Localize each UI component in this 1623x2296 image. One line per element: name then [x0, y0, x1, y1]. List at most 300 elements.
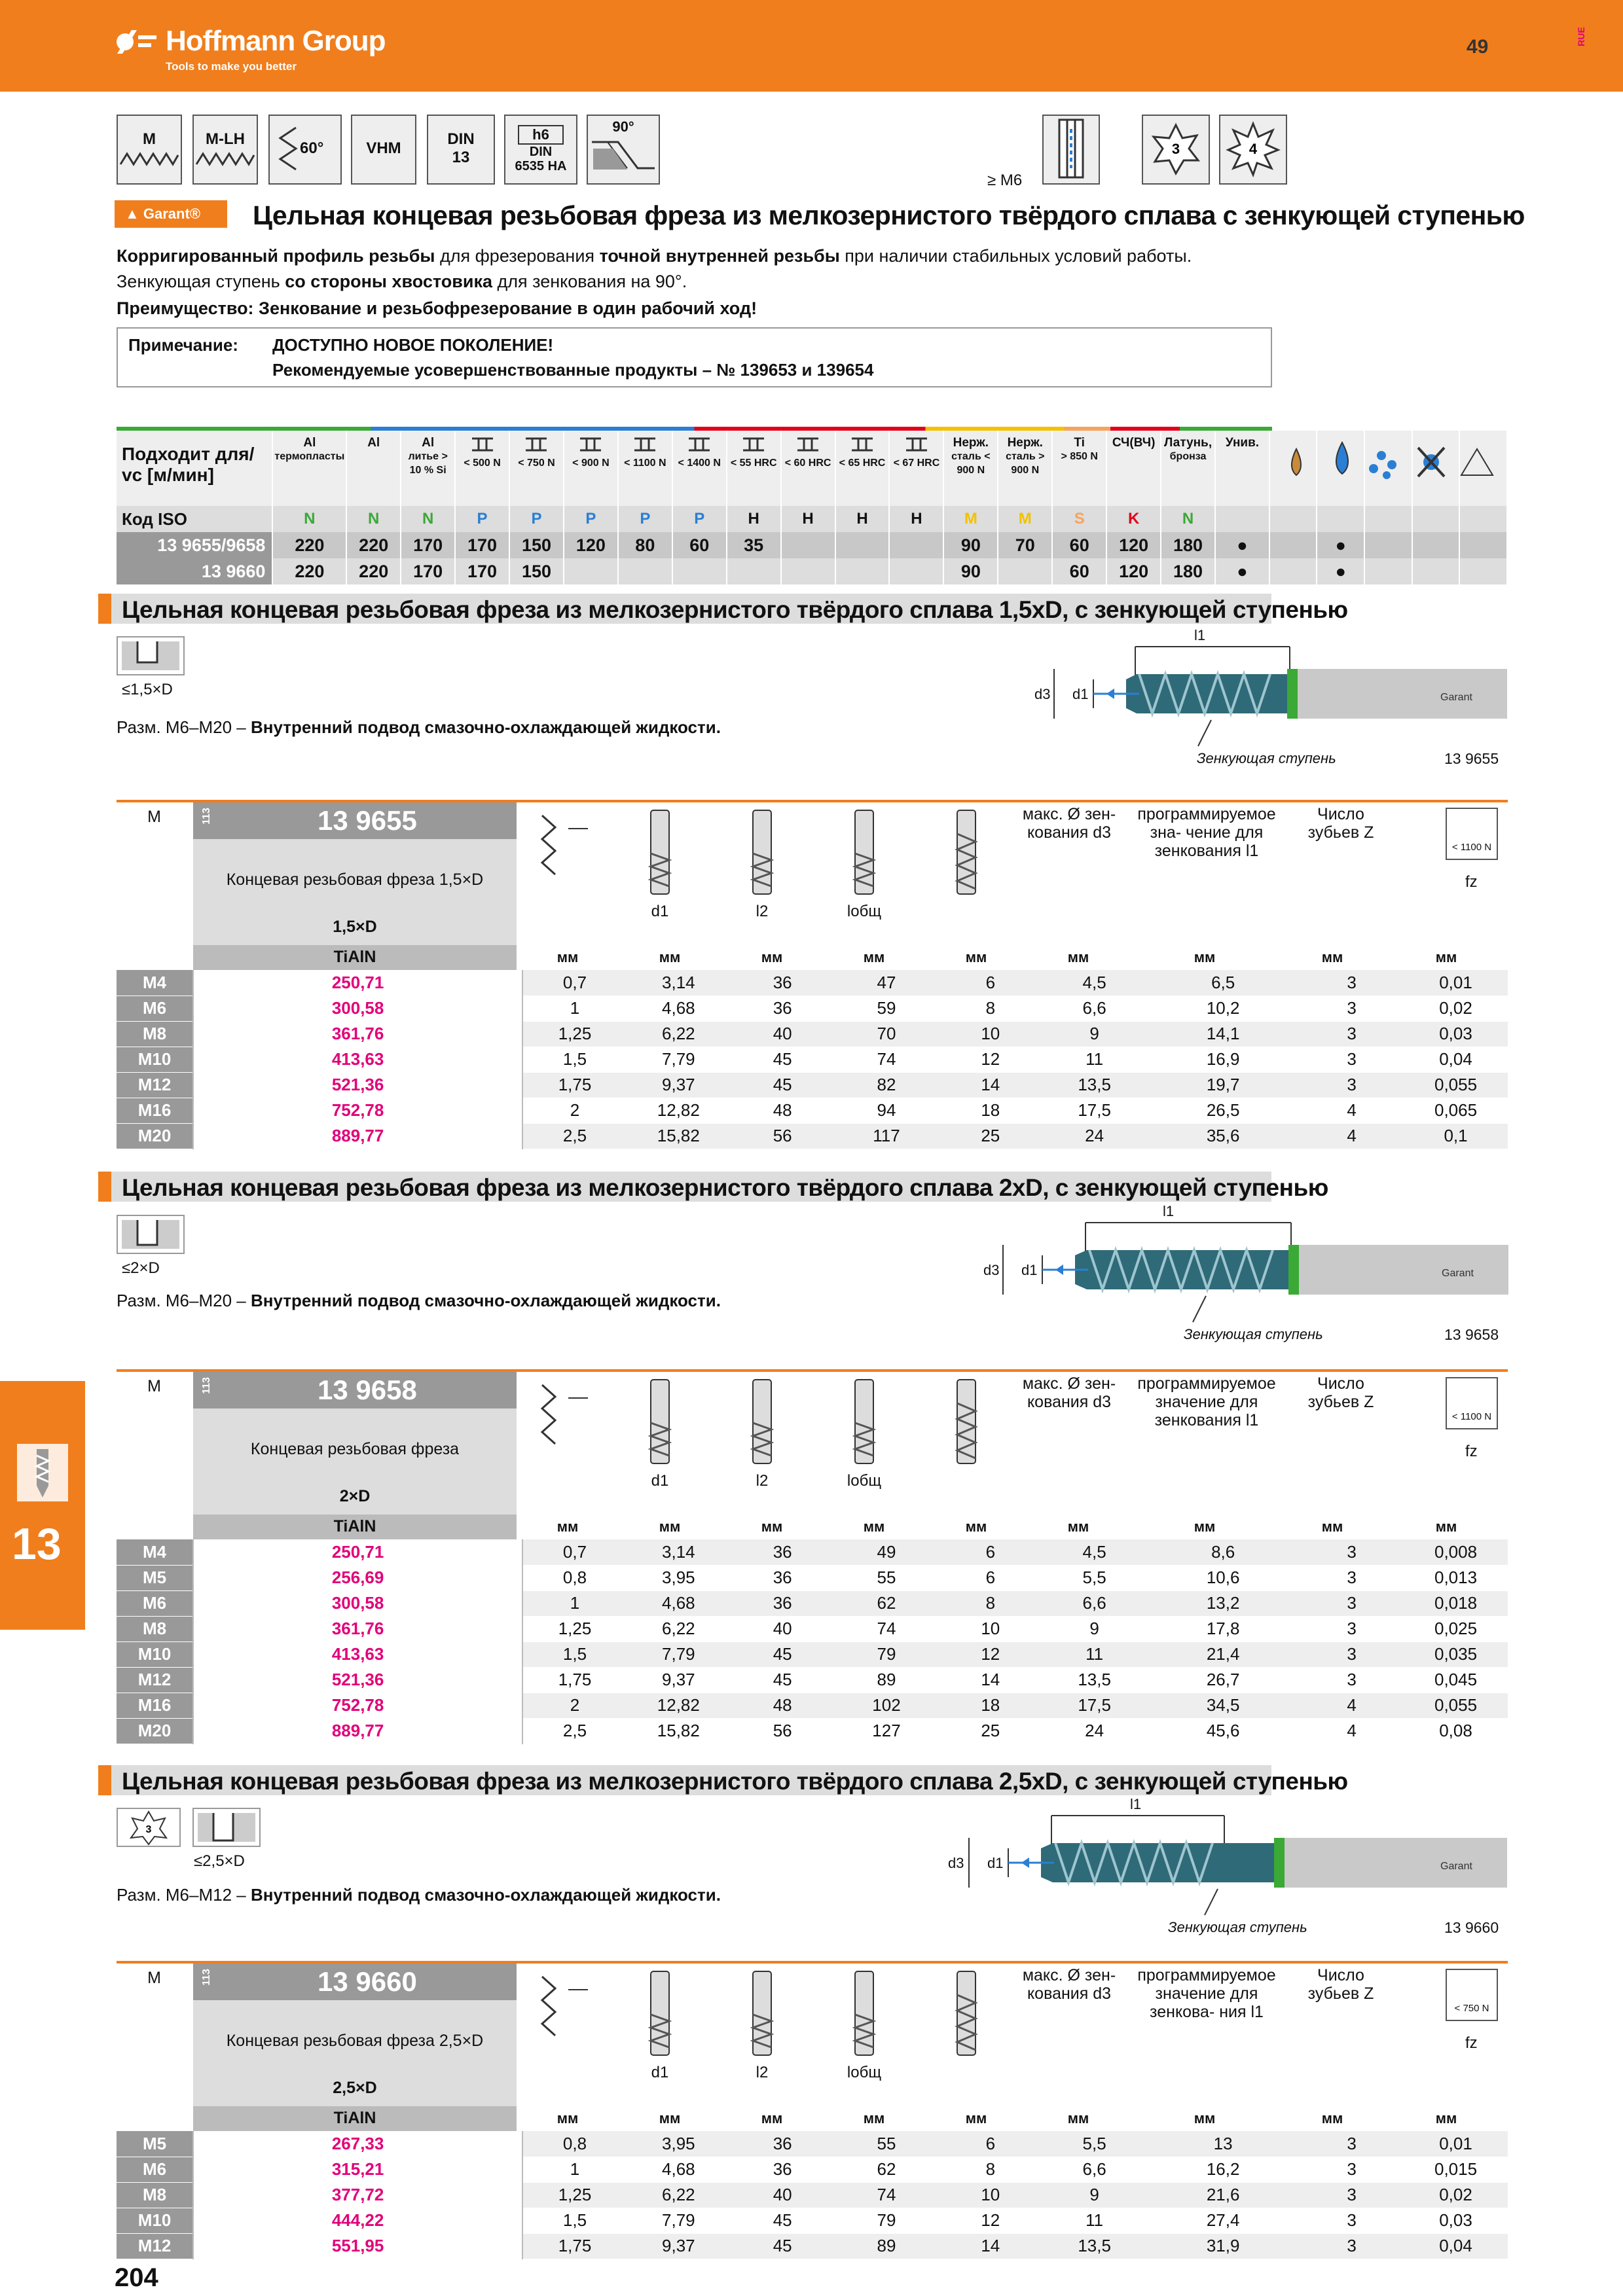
unit-label: мм — [1321, 2110, 1343, 2126]
thread-size: M6 — [117, 996, 193, 1021]
svg-text:3: 3 — [145, 1824, 152, 1835]
product-row[interactable] — [117, 2208, 1508, 2233]
spec-value: 4,68 — [627, 2157, 731, 2182]
spec-value: 4,68 — [627, 1590, 731, 1616]
spec-value: 4,5 — [1042, 1539, 1146, 1565]
thread-size: M8 — [117, 2182, 193, 2208]
material-column-header: Al литье > 10 % Si — [401, 431, 455, 506]
cutting-speed-cell: 180 — [1161, 558, 1215, 584]
product-row[interactable] — [117, 2233, 1508, 2259]
spec-value: 3 — [1300, 1021, 1404, 1047]
cutting-speed-cell — [889, 532, 943, 558]
page-number: 204 — [115, 2263, 158, 2292]
spec-value: 0,013 — [1404, 1565, 1508, 1590]
left-hand-thread-icon: M-LH — [192, 115, 258, 185]
spec-value: 6,5 — [1146, 970, 1300, 996]
spec-value: 0,04 — [1404, 2233, 1508, 2259]
price[interactable]: 361,76 — [193, 1616, 522, 1641]
chamfer-90-icon: 90° — [587, 115, 660, 185]
internal-coolant-icon — [1042, 115, 1100, 185]
product-row[interactable] — [117, 1539, 1508, 1565]
cutting-speed-cell: 170 — [401, 558, 455, 584]
spec-value: 3 — [1300, 1072, 1404, 1098]
unit-label: мм — [761, 2110, 783, 2126]
spec-value: 9 — [1042, 1616, 1146, 1641]
product-row[interactable] — [117, 1667, 1508, 1693]
spec-value: 7,79 — [627, 1047, 731, 1072]
thread-size: M4 — [117, 1539, 193, 1565]
unit-label: мм — [1435, 949, 1457, 965]
coolant-cell — [1459, 558, 1507, 584]
spec-value: 2 — [522, 1693, 627, 1718]
product-row[interactable] — [117, 1641, 1508, 1667]
spec-value: 3 — [1300, 996, 1404, 1021]
spec-value: 3 — [1300, 2182, 1404, 2208]
spec-value: 36 — [731, 2157, 835, 2182]
spec-value: 79 — [835, 2208, 939, 2233]
iso-code-cell: M — [998, 506, 1052, 532]
spec-value: 36 — [731, 1565, 835, 1590]
spec-value: 2,5 — [522, 1718, 627, 1744]
price[interactable]: 250,71 — [193, 1539, 522, 1565]
cutting-speed-cell: 120 — [564, 532, 618, 558]
cutting-speed-cell: 60 — [1052, 558, 1106, 584]
spec-value: 24 — [1042, 1123, 1146, 1149]
spec-value: 6 — [938, 1565, 1042, 1590]
thread-size: M12 — [117, 2233, 193, 2259]
cutting-speed-cell: 220 — [272, 558, 346, 584]
steel-beam-icon — [564, 436, 617, 456]
section-2-header: Цельная концевая резьбовая фреза из мелкозернистого твёрдого сплава 2xD, с зенкующей ступенью — [98, 1172, 1271, 1202]
spec-value: 17,5 — [1042, 1098, 1146, 1123]
iso-code-row: Код ISO N N N P P P P P H H H H M M S K N — [117, 506, 1507, 532]
spec-value: 4 — [1300, 1123, 1404, 1149]
product-row[interactable] — [117, 1047, 1508, 1072]
thread-size: M6 — [117, 1590, 193, 1616]
iso-code-cell: S — [1052, 506, 1106, 532]
product-row[interactable] — [117, 2157, 1508, 2182]
cutting-speed-cell: 220 — [272, 532, 346, 558]
price[interactable]: 521,36 — [193, 1667, 522, 1693]
material-column-header: Нерж. сталь < 900 N — [943, 431, 998, 506]
price[interactable]: 889,77 — [193, 1718, 522, 1744]
spec-value: 0,03 — [1404, 2208, 1508, 2233]
spec-value: 31,9 — [1146, 2233, 1300, 2259]
spec-value: 48 — [731, 1693, 835, 1718]
chapter-tab[interactable] — [0, 1381, 85, 1630]
spec-value: 36 — [731, 2131, 835, 2157]
spec-value: 25 — [938, 1718, 1042, 1744]
coolant-cell — [1459, 532, 1507, 558]
diagram-label: Зенкующая ступень — [1184, 1326, 1323, 1342]
iso-code-cell: P — [618, 506, 672, 532]
intro-advantage: Преимущество: Зенкование и резьбофрезерование в один рабочий ход! — [117, 298, 757, 318]
spec-value: 6,22 — [627, 1021, 731, 1047]
spec-value: 55 — [835, 2131, 939, 2157]
spec-value: 56 — [731, 1718, 835, 1744]
iso-code-cell: P — [672, 506, 727, 532]
thread-size: M10 — [117, 1641, 193, 1667]
spec-value: 21,4 — [1146, 1641, 1300, 1667]
svg-text:Garant: Garant — [1440, 692, 1472, 703]
thread-size: M5 — [117, 1565, 193, 1590]
spec-value: 34,5 — [1146, 1693, 1300, 1718]
garant-brand-badge: ▲ Garant® — [115, 200, 227, 228]
product-row[interactable] — [117, 996, 1508, 1021]
spec-value: 6,6 — [1042, 1590, 1146, 1616]
spec-value: 3 — [1300, 1047, 1404, 1072]
svg-text:Garant: Garant — [1442, 1268, 1474, 1279]
spec-value: 0,015 — [1404, 2157, 1508, 2182]
product-row[interactable] — [117, 970, 1508, 996]
spec-value: 27,4 — [1146, 2208, 1300, 2233]
spec-value: 0,8 — [522, 2131, 627, 2157]
spec-value: 45 — [731, 1072, 835, 1098]
spec-value: 56 — [731, 1123, 835, 1149]
unit-label: мм — [1067, 1518, 1089, 1535]
spec-value: 8 — [938, 2157, 1042, 2182]
product-row[interactable] — [117, 2182, 1508, 2208]
price[interactable]: 300,58 — [193, 996, 522, 1021]
spec-value: 0,045 — [1404, 1667, 1508, 1693]
spec-value: 0,035 — [1404, 1641, 1508, 1667]
material-column-header: Al термопласты — [272, 431, 346, 506]
spec-value: 8,6 — [1146, 1539, 1300, 1565]
spec-value: 0,02 — [1404, 2182, 1508, 2208]
hoffmann-logo-icon — [115, 29, 158, 55]
spec-value: 1,75 — [522, 2233, 627, 2259]
product-row[interactable] — [117, 1693, 1508, 1718]
spec-value: 0,02 — [1404, 996, 1508, 1021]
three-flute-icon — [117, 1808, 181, 1847]
spec-value: 74 — [835, 1616, 939, 1641]
cutting-speed-cell: 220 — [346, 532, 401, 558]
spec-value: 13,2 — [1146, 1590, 1300, 1616]
price[interactable]: 752,78 — [193, 1098, 522, 1123]
spec-value: 36 — [731, 1590, 835, 1616]
brand-name: Hoffmann Group — [166, 25, 386, 57]
iso-code-cell: H — [727, 506, 781, 532]
cutting-speed-cell: 150 — [509, 558, 564, 584]
spec-value: 4 — [1300, 1718, 1404, 1744]
spec-value: 9 — [1042, 1021, 1146, 1047]
spec-value: 5,5 — [1042, 2131, 1146, 2157]
material-column-header: СЧ(ВЧ) — [1106, 431, 1161, 506]
price[interactable]: 413,63 — [193, 1047, 522, 1072]
dry-icon — [1292, 449, 1301, 475]
product-row[interactable] — [117, 1718, 1508, 1744]
spec-value: 3,95 — [627, 1565, 731, 1590]
spec-value: 10,6 — [1146, 1565, 1300, 1590]
spec-value: 3 — [1300, 1590, 1404, 1616]
spec-value: 55 — [835, 1565, 939, 1590]
tool-diagram: Garant l1 d3 d1 Зенкующая ступень 13 9660 — [930, 1797, 1512, 1948]
unit-label: мм — [965, 1518, 987, 1535]
brand-slogan: Tools to make you better — [166, 60, 297, 73]
cutting-speed-cell — [998, 558, 1052, 584]
depth-icon — [117, 1215, 185, 1254]
cutting-speed-cell: ● — [1215, 558, 1269, 584]
spec-value: 0,025 — [1404, 1616, 1508, 1641]
mql-icon — [1369, 451, 1396, 479]
spec-value: 89 — [835, 1667, 939, 1693]
iso-code-cell: N — [1161, 506, 1215, 532]
spec-value: 3 — [1300, 1616, 1404, 1641]
material-column-header: < 900 N — [564, 431, 618, 506]
size-coolant-note: Разм. М6–М12 – Внутренний подвод смазочно-охлаждающей жидкости. — [117, 1885, 721, 1905]
cutting-speed-cell — [672, 558, 727, 584]
thread-size: M8 — [117, 1616, 193, 1641]
spec-value: 24 — [1042, 1718, 1146, 1744]
product-row[interactable] — [117, 1565, 1508, 1590]
unit-label: мм — [1194, 1518, 1216, 1535]
spec-value: 13 — [1146, 2131, 1300, 2157]
spec-value: 35,6 — [1146, 1123, 1300, 1149]
price[interactable]: 377,72 — [193, 2182, 522, 2208]
material-column-header: < 500 N — [455, 431, 509, 506]
price[interactable]: 250,71 — [193, 970, 522, 996]
spec-value: 1,25 — [522, 1021, 627, 1047]
cutting-speed-cell — [889, 558, 943, 584]
spec-value: 8 — [938, 1590, 1042, 1616]
spec-value: 15,82 — [627, 1718, 731, 1744]
spec-value: 19,7 — [1146, 1072, 1300, 1098]
spec-value: 45 — [731, 2208, 835, 2233]
spec-value: 17,8 — [1146, 1616, 1300, 1641]
price[interactable]: 361,76 — [193, 1021, 522, 1047]
spec-value: 0,03 — [1404, 1021, 1508, 1047]
article-block: 113 13 9658 Концевая резьбовая фреза 2×D TiAlN — [193, 1372, 517, 1539]
spec-value: 79 — [835, 1641, 939, 1667]
spec-value: 14 — [938, 1072, 1042, 1098]
cutting-speed-cell — [781, 532, 835, 558]
material-column-header: < 1400 N — [672, 431, 727, 506]
spec-value: 18 — [938, 1098, 1042, 1123]
spec-value: 1,5 — [522, 1047, 627, 1072]
spec-value: 102 — [835, 1693, 939, 1718]
col-thread: M — [147, 1377, 161, 1395]
cutting-speed-cell: 60 — [1052, 532, 1106, 558]
cutting-speed-cell: 150 — [509, 532, 564, 558]
product-row[interactable] — [117, 1123, 1508, 1149]
unit-label: мм — [556, 1518, 579, 1535]
cutting-speed-cell: 90 — [943, 532, 998, 558]
cutting-speed-cell: 70 — [998, 532, 1052, 558]
spec-value: 1,25 — [522, 1616, 627, 1641]
spec-value: 45,6 — [1146, 1718, 1300, 1744]
price[interactable]: 551,95 — [193, 2233, 522, 2259]
spec-value: 6,22 — [627, 2182, 731, 2208]
steel-beam-icon — [727, 436, 780, 456]
material-column-header: < 67 HRC — [889, 431, 943, 506]
note-line-1: ДОСТУПНО НОВОЕ ПОКОЛЕНИЕ! — [272, 335, 554, 355]
product-row[interactable] — [117, 1098, 1508, 1123]
spec-value: 3 — [1300, 1667, 1404, 1693]
steel-beam-icon — [890, 436, 943, 456]
spec-value: 3 — [1300, 1539, 1404, 1565]
page-title: Цельная концевая резьбовая фреза из мелкозернистого твёрдого сплава с зенкующей ступенью — [253, 200, 1525, 230]
diagram-article-number: 13 9655 — [1444, 750, 1499, 767]
spec-value: 0,01 — [1404, 2131, 1508, 2157]
product-row[interactable] — [117, 1616, 1508, 1641]
spec-value: 36 — [731, 970, 835, 996]
unit-label: мм — [1435, 1518, 1457, 1535]
thread-size: M4 — [117, 970, 193, 996]
product-row[interactable] — [117, 1590, 1508, 1616]
unit-label: мм — [761, 1518, 783, 1535]
spec-value: 6,22 — [627, 1616, 731, 1641]
spec-value: 0,08 — [1404, 1718, 1508, 1744]
price[interactable]: 752,78 — [193, 1693, 522, 1718]
spec-value: 1 — [522, 2157, 627, 2182]
price[interactable]: 256,69 — [193, 1565, 522, 1590]
coolant-cell — [1269, 532, 1317, 558]
size-coolant-note: Разм. М6–М20 – Внутренний подвод смазочно-охлаждающей жидкости. — [117, 717, 721, 737]
price[interactable]: 444,22 — [193, 2208, 522, 2233]
spec-value: 3,14 — [627, 970, 731, 996]
spec-value: 40 — [731, 1616, 835, 1641]
thread-size: M10 — [117, 1047, 193, 1072]
iso-code-cell: M — [943, 506, 998, 532]
air-icon — [1461, 449, 1493, 475]
article-block: 113 13 9660 Концевая резьбовая фреза 2,5×D 2,5×D TiAlN — [193, 1964, 517, 2131]
spec-value: 14 — [938, 2233, 1042, 2259]
spec-value: 1,5 — [522, 1641, 627, 1667]
iso-code-cell: P — [564, 506, 618, 532]
unit-label: мм — [1067, 2110, 1089, 2126]
iso-code-cell: N — [346, 506, 401, 532]
depth-label: ≤2×D — [122, 1259, 160, 1277]
unit-label: мм — [965, 949, 987, 965]
spec-value: 5,5 — [1042, 1565, 1146, 1590]
spec-value: 3 — [1300, 2208, 1404, 2233]
steel-beam-icon — [456, 436, 509, 456]
spec-value: 0,1 — [1404, 1123, 1508, 1149]
spec-value: 0,065 — [1404, 1098, 1508, 1123]
spec-value: 3 — [1300, 2233, 1404, 2259]
article-block: 113 13 9655 Концевая резьбовая фреза 1,5×D 1,5×D TiAlN — [193, 802, 517, 970]
cutting-speed-cell — [835, 558, 890, 584]
diagram-label: Зенкующая ступень — [1197, 750, 1336, 766]
depth-icon — [117, 636, 185, 675]
section-1-header: Цельная концевая резьбовая фреза из мелкозернистого твёрдого сплава 1,5xD, с зенкующей ступенью — [98, 594, 1271, 624]
spec-value: 40 — [731, 2182, 835, 2208]
drill-icon — [13, 1440, 72, 1505]
spec-value: 127 — [835, 1718, 939, 1744]
spec-value: 13,5 — [1042, 1667, 1146, 1693]
tool-diagram: Garant l1 d3 d1 Зенкующая ступень 13 9655 — [1028, 628, 1512, 772]
material-column-header: < 55 HRC — [727, 431, 781, 506]
material-column-header: < 1100 N — [618, 431, 672, 506]
spec-value: 12,82 — [627, 1693, 731, 1718]
coolant-cell — [1364, 532, 1412, 558]
price[interactable]: 300,58 — [193, 1590, 522, 1616]
spec-value: 6 — [938, 2131, 1042, 2157]
steel-beam-icon — [510, 436, 563, 456]
depth-label: ≤1,5×D — [122, 681, 173, 698]
spec-value: 74 — [835, 1047, 939, 1072]
coolant-cell — [1269, 558, 1317, 584]
diagram-article-number: 13 9660 — [1444, 1919, 1499, 1936]
price[interactable]: 413,63 — [193, 1641, 522, 1667]
spec-value: 1,5 — [522, 2208, 627, 2233]
section-3-header: Цельная концевая резьбовая фреза из мелкозернистого твёрдого сплава 2,5xD, с зенкующей ступенью — [98, 1765, 1271, 1795]
spec-value: 7,79 — [627, 1641, 731, 1667]
unit-label: мм — [1067, 949, 1089, 965]
product-row[interactable] — [117, 1021, 1508, 1047]
spec-value: 14,1 — [1146, 1021, 1300, 1047]
thread-size: M12 — [117, 1667, 193, 1693]
price[interactable]: 889,77 — [193, 1123, 522, 1149]
spec-value: 89 — [835, 2233, 939, 2259]
material-column-header: < 750 N — [509, 431, 564, 506]
svg-text:Garant: Garant — [1440, 1861, 1472, 1872]
coolant-cell — [1412, 558, 1460, 584]
unit-label: мм — [761, 949, 783, 965]
cutting-speed-cell — [564, 558, 618, 584]
cutting-speed-cell: 80 — [618, 532, 672, 558]
brand-logo[interactable] — [115, 25, 386, 73]
cutting-speed-cell: 170 — [401, 532, 455, 558]
spec-value: 70 — [835, 1021, 939, 1047]
cutting-speed-cell: 120 — [1106, 558, 1161, 584]
price[interactable]: 521,36 — [193, 1072, 522, 1098]
price[interactable]: 315,21 — [193, 2157, 522, 2182]
steel-beam-icon — [836, 436, 889, 456]
price[interactable]: 267,33 — [193, 2131, 522, 2157]
iso-code-cell: H — [835, 506, 890, 532]
cutting-speed-cell — [618, 558, 672, 584]
spec-value: 4,68 — [627, 996, 731, 1021]
svg-text:4: 4 — [1249, 141, 1258, 157]
cutting-speed-row: 13 9655/9658 220 220 170 170 150 120 80 60 35 90 70 60 120 180 ● ● — [117, 532, 1507, 558]
spec-value: 10,2 — [1146, 996, 1300, 1021]
cutting-speed-cell: 170 — [455, 532, 509, 558]
cutting-speed-cell: 60 — [672, 532, 727, 558]
spec-value: 9,37 — [627, 1667, 731, 1693]
iso-code-cell: N — [272, 506, 346, 532]
shank-h6-icon: h6 DIN 6535 HA — [504, 115, 577, 185]
thread-size: M20 — [117, 1123, 193, 1149]
spec-value: 36 — [731, 996, 835, 1021]
size-coolant-note: Разм. М6–М20 – Внутренний подвод смазочно-охлаждающей жидкости. — [117, 1291, 721, 1310]
thread-size: M5 — [117, 2131, 193, 2157]
material-column-header: Нерж. сталь > 900 N — [998, 431, 1052, 506]
product-row[interactable] — [117, 1072, 1508, 1098]
iso-code-cell: P — [509, 506, 564, 532]
spec-value: 45 — [731, 1641, 835, 1667]
spec-value: 1 — [522, 996, 627, 1021]
thread-size: M20 — [117, 1718, 193, 1744]
unit-label: мм — [556, 2110, 579, 2126]
spec-value: 49 — [835, 1539, 939, 1565]
spec-value: 3,14 — [627, 1539, 731, 1565]
spec-value: 74 — [835, 2182, 939, 2208]
coolant-cell: ● — [1317, 532, 1364, 558]
product-row[interactable] — [117, 2131, 1508, 2157]
cutting-speed-cell: ● — [1215, 532, 1269, 558]
spec-value: 47 — [835, 970, 939, 996]
spec-value: 3 — [1300, 1641, 1404, 1667]
coolant-size-note: ≥ M6 — [987, 171, 1023, 189]
unit-label: мм — [863, 949, 885, 965]
unit-label: мм — [556, 949, 579, 965]
unit-label: мм — [965, 2110, 987, 2126]
coolant-cell — [1364, 558, 1412, 584]
spec-value: 62 — [835, 2157, 939, 2182]
spec-value: 1,75 — [522, 1667, 627, 1693]
coolant-type-icons — [1277, 436, 1508, 501]
